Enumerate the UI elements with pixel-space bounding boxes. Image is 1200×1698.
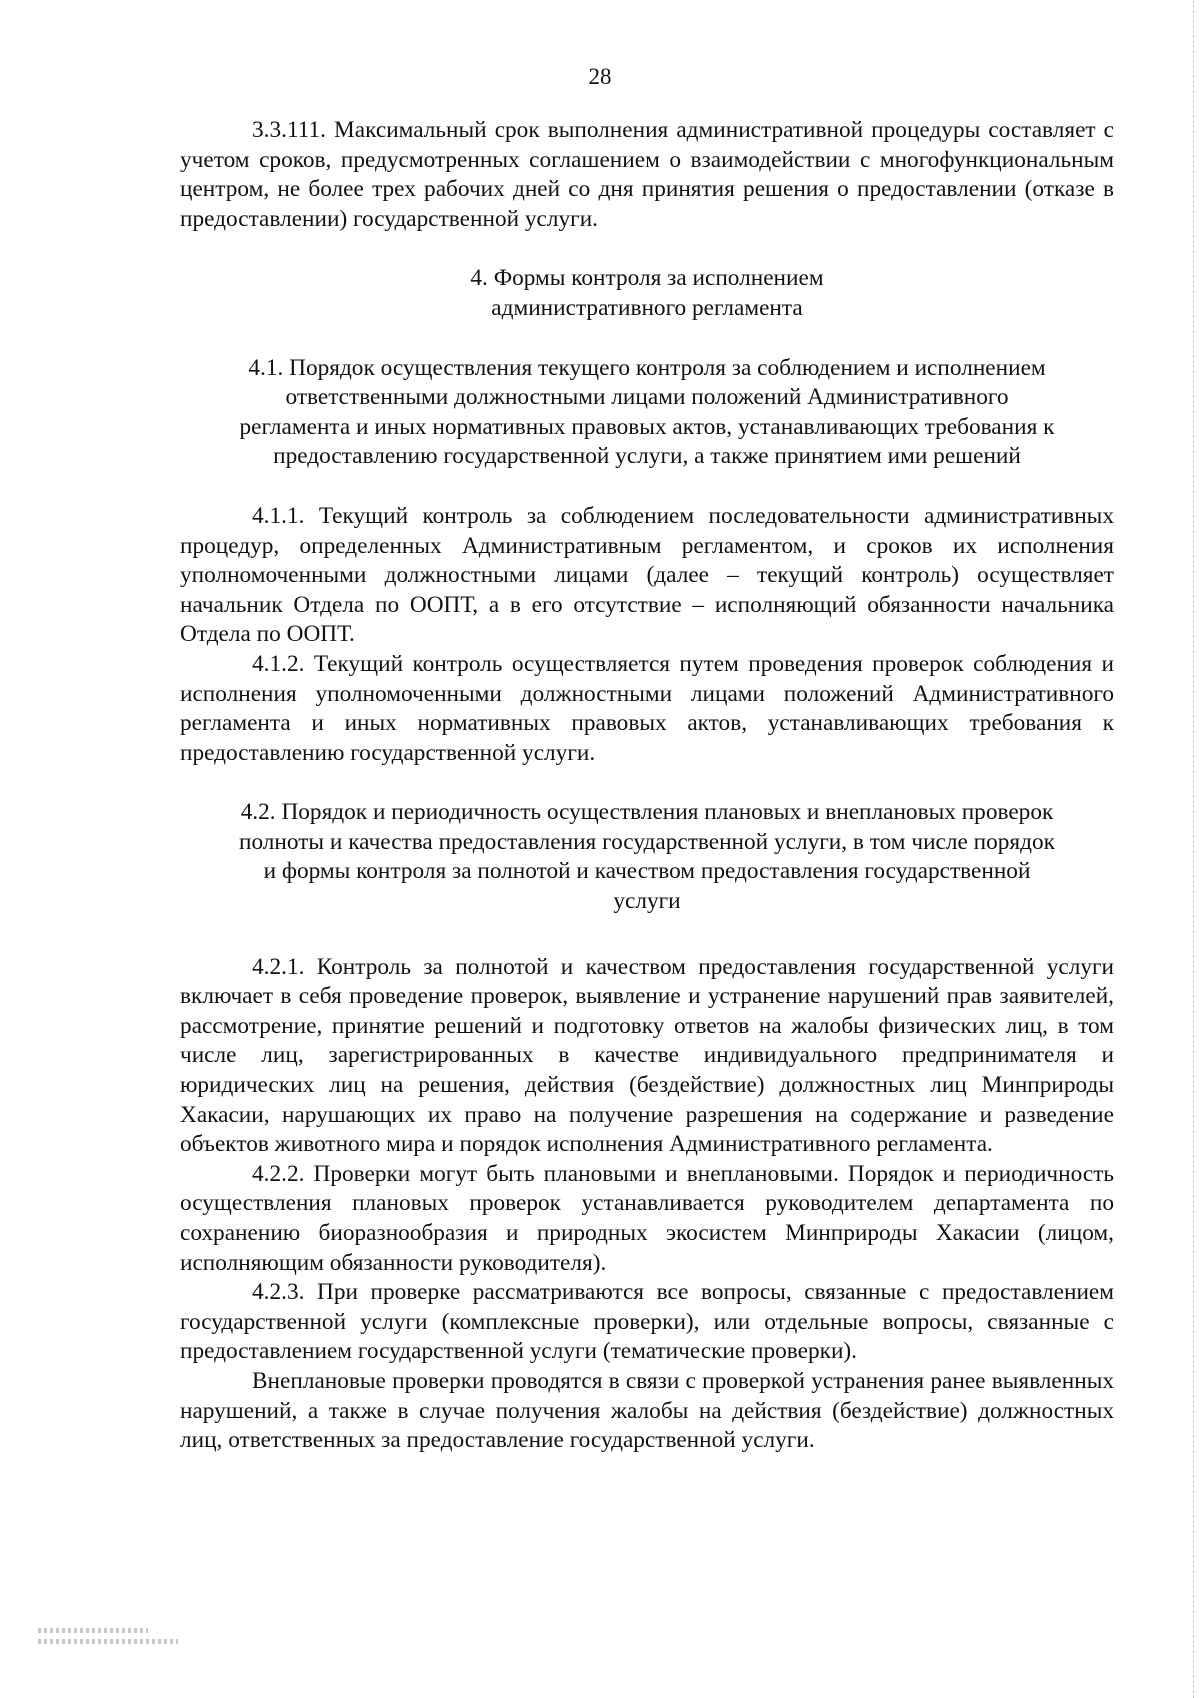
page-number: 28 xyxy=(588,64,612,89)
heading-line: административного регламента xyxy=(491,294,803,321)
section-spacer xyxy=(180,917,1114,953)
paragraph: 4.2.2. Проверки могут быть плановыми и внеплановыми. Порядок и периодичность осуществления плановых проверок устанавливается руководителем департамента по сохранению биоразнообразия и природных экосистем Минприроды Хакасии (лицом, исполняющим обязанности руководителя). xyxy=(180,1160,1114,1276)
paragraph: 4.2.3. При проверке рассматриваются все вопросы, связанные с предоставлением государственной услуги (комплексные проверки), или отдельные вопросы, связанные с предоставлением государственной услуги (тематические проверки). xyxy=(180,1279,1114,1365)
paragraph: 3.3.111. Максимальный срок выполнения административной процедуры составляет с учетом сроков, предусмотренных соглашением о взаимодействии с многофункциональным центром, не более трех рабочих дней со дня принятия решения о предоставлении (отказе в предоставлении) государственной услуги. xyxy=(180,117,1114,232)
heading-line: полноты и качества предоставления государственной услуги, в том числе порядок xyxy=(239,828,1055,855)
heading-line: 4. Формы контроля за исполнением xyxy=(470,265,824,292)
faded-stamp xyxy=(38,1628,188,1664)
heading-line: регламента и иных нормативных правовых актов, устанавливающих требования к xyxy=(239,413,1055,440)
section-spacer xyxy=(180,472,1114,502)
section-heading xyxy=(180,264,1114,323)
heading-line: 4.1. Порядок осуществления текущего контроля за соблюдением и исполнением xyxy=(248,354,1046,381)
heading-line: предоставлению государственной услуги, а также принятием ими решений xyxy=(273,443,1021,470)
section-heading xyxy=(180,798,1114,916)
document-body xyxy=(180,116,1114,1456)
heading-line: 4.2. Порядок и периодичность осуществления плановых и внеплановых проверок xyxy=(240,799,1054,826)
heading-line: услуги xyxy=(613,888,681,915)
heading-line: и формы контроля за полнотой и качеством предоставления государственной xyxy=(263,858,1031,885)
paragraph: 4.2.1. Контроль за полнотой и качеством предоставления государственной услуги включает в себя проведение проверок, выявление и устранение нарушений прав заявителей, рассмотрение, принятие решений и подготовку ответов на жалобы физических лиц, в том числе лиц, зарегистрированных в качестве индивидуального предпринимателя и юридических лиц на решения, действия (бездействие) должностных лиц Минприроды Хакасии, нарушающих их право на получение разрешения на содержание и разведение объектов животного мира и порядок исполнения Административного регламента. xyxy=(180,953,1114,1158)
section-spacer xyxy=(180,234,1114,264)
paragraph: Внеплановые проверки проводятся в связи с проверкой устранения ранее выявленных нарушений, а также в случае получения жалобы на действия (бездействие) должностных лиц, ответственных за предоставление государственной услуги. xyxy=(180,1367,1114,1454)
section-spacer xyxy=(180,768,1114,798)
paragraph: 4.1.1. Текущий контроль за соблюдением последовательности административных процедур, определенных Административным регламентом, и сроков их исполнения уполномоченными должностными лицами (далее – текущий контроль) осуществляет начальник Отдела по ООПТ, а в его отсутствие – исполняющий обязанности начальника Отдела по ООПТ. xyxy=(180,502,1114,648)
section-spacer xyxy=(180,324,1114,354)
stamp-mark xyxy=(38,1628,148,1633)
heading-line: ответственными должностными лицами положений Административного xyxy=(285,384,1009,411)
scan-edge-line xyxy=(1192,0,1194,1698)
stamp-mark xyxy=(38,1639,178,1644)
section-heading xyxy=(180,354,1114,472)
paragraph: 4.1.2. Текущий контроль осуществляется путем проведения проверок соблюдения и исполнения уполномоченными должностными лицами положений Административного регламента и иных нормативных правовых актов, устанавливающих требования к предоставлению государственной услуги. xyxy=(180,650,1114,766)
